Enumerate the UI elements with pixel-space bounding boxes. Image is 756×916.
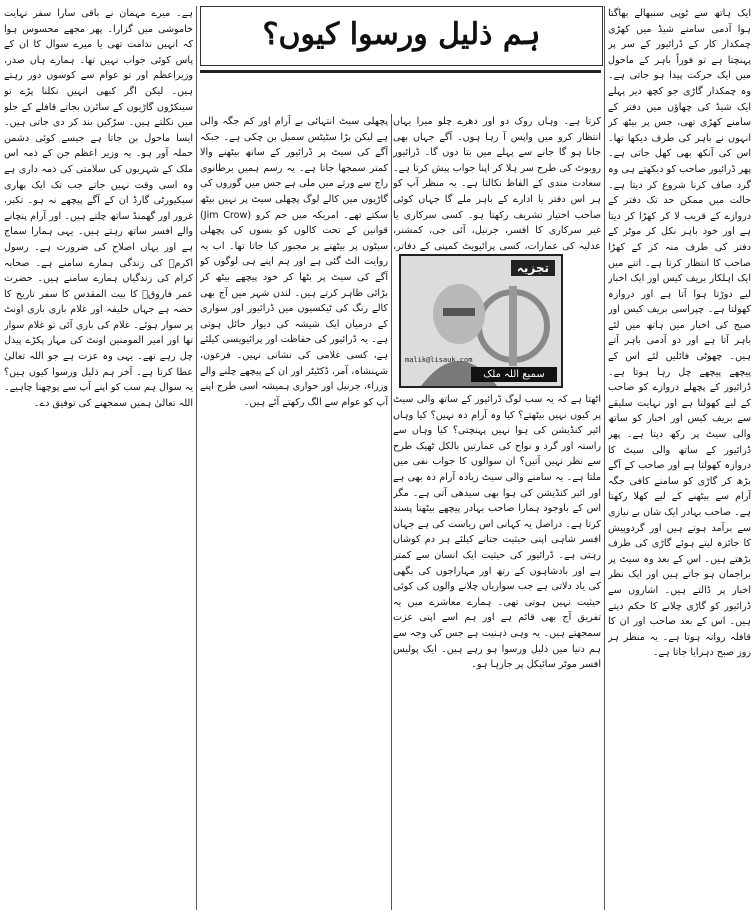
analysis-tag: تجزیہ [511,260,555,276]
column-4-text: ہے۔ میرے مہمان نے باقی سارا سفر نہایت خاموشی میں گزارا۔ پھر مجھے محسوس ہوا کہ انہیں ندامت تھی یا میرے سوال کا ان کے پاس کوئی جواب نہیں تھا۔ ہمارے ہاں صدر، وزیراعظم اور تو عوام سے کوسوں دور رہتے ہیں۔ لیکن اگر کبھی انہیں نکلنا پڑے تو سینکڑوں گاڑیوں کے سائرن بجاتے قافلے کے جلو میں نکلتے ہیں۔ سڑکیں بند کر دی جاتی ہیں۔ ایسا ماحول بن جاتا ہے جیسے کوئی دشمن حملہ آور ہو۔ یہ وزیر اعظم جن کے ذمہ اس ملک کے شہریوں کی سلامتی کی ذمہ داری ہے وہ اسی وقت نہیں جاتے جب تک ایک بھاری سیکیورٹی گارڈ ان کے آگے پیچھے نہ ہو۔ تکبر، غرور اور گھمنڈ ساتھ چلتے ہیں۔ اور آرام پنچانے والے افسر ساتھ رہتے ہیں۔ یہی ہمارا سماج ہے اور یہاں اصلاح کی ضرورت ہے۔ رسول اکرمؐ کی زندگی ہمارے سامنے ہے۔ صحابہ کرام کی زندگیاں ہمارے سامنے ہیں۔ حضرت عمر فاروقؓ کا بیت المقدس کا سفر تاریخ کا حصہ ہے جہاں خلیفہ اور غلام باری باری اونٹ پر سوار ہوئے۔ غلام کی باری آئی تو غلام سوار تھا اور امیر المومنین اونٹ کی مہار پکڑے پیدل چل رہے تھے۔ یہی وہ عزت ہے جو اللہ تعالیٰ عطا کرتا ہے۔ آخر ہم ذلیل ورسوا کیوں ہیں؟ یہ سوال ہم سب کو اپنے آپ سے پوچھنا چاہیے۔ اللہ تعالیٰ ہمیں سمجھنے کی توفیق دے۔ [4,8,193,409]
column-1 [608,6,751,910]
column-4 [4,6,193,910]
headline-rule [200,70,601,73]
column-2-lower-text: اٹھتا ہے کہ یہ سب لوگ ڈرائیور کے ساتھ والی سیٹ پر کیوں نہیں بیٹھتے؟ کیا وہ آرام دہ نہیں؟ کیا وہاں ائیر کنڈیشن کی ہوا نہیں پہنچتی؟ کیا وہاں سے راستہ اور گرد و نواح کی عمارتیں بالکل ٹھیک طرح سے نظر نہیں آتیں؟ ان سوالوں کا جواب نفی میں ملتا ہے۔ یہ سامنے والی سیٹ زیادہ آرام دہ بھی ہے اور ائیر کنڈیشن کی ہوا بھی سیدھی آتی ہے۔ مگر اس کے باوجود ہمارا صاحب بہادر پیچھے بیٹھنا پسند کرتا ہے۔ دراصل یہ کہانی اس ریاست کی ہے جہاں افسر شاہی اپنی حیثیت جتانے کیلئے ہر دم کوشاں رہتی ہے۔ ڈرائیور کی حیثیت ایک انسان سے کمتر ہے اور بادشاہوں کے رتھ اور مہاراجوں کی بگھی کی یاد دلاتی ہے جب سواریاں چلانے والوں کی کوئی حیثیت نہیں ہوتی تھی۔ ہمارے معاشرے میں یہ تفریق آج بھی قائم ہے اور ہم اسے اپنی عزت سمجھتے ہیں۔ یہ وہی ذہنیت ہے جس کی وجہ سے ہم دنیا میں ذلیل ورسوا ہو رہے ہیں۔ ایک پولیس افسر موٹر سائیکل پر جارہا ہو۔ [393,394,601,671]
column-2-lower [393,392,601,910]
column-divider [391,114,392,910]
column-divider [604,6,605,910]
column-2 [393,114,601,252]
article-headline: ہم ذلیل ورسوا کیوں؟ [262,17,541,52]
column-3-text: پچھلی سیٹ انتہائی بے آرام اور کم جگہ والی ہے لیکن بڑا سٹیٹس سمبل بن چکی ہے۔ جبکہ آگے کی سیٹ پر ڈرائیور کے ساتھ بیٹھنے والا کمتر سمجھا جاتا ہے۔ یہ رسم ہمیں برطانوی راج سے ورثے میں ملی ہے جس میں گوروں کی گاڑیوں میں کالے لوگ پچھلی سیٹ پر نہیں بیٹھ سکتے تھے۔ امریکہ میں جم کرو (Jim Crow) قوانین کے تحت کالوں کو بسوں کی پچھلی سیٹوں پر بیٹھنے پر مجبور کیا جاتا تھا۔ اب یہ روایت الٹ گئی ہے اور ہم اپنے ہی لوگوں کو آگے کی سیٹ پر بٹھا کر خود پیچھے بیٹھ کر بڑائی ظاہر کرتے ہیں۔ لندن شہر میں آج بھی کالے رنگ کی ٹیکسیوں میں ڈرائیور اور سواری کے درمیان ایک شیشہ کی دیوار حائل ہوتی ہے۔ یہ ڈرائیور کی حفاظت اور پرائیویسی کیلئے ہے، کسی غلامی کی نشانی نہیں۔ فرعون، شہنشاہ، آمر، ڈکٹیٹر اور ان کے پیچھے چلنے والے وزراء، جرنیل اور حواری ہمیشہ اسی طرح اپنے آپ کو عوام سے الگ رکھتے آئے ہیں۔ [200,116,388,408]
headline-box [200,6,603,66]
author-email: malik@lisauk.com [405,356,473,364]
author-byline: سمیع اللہ ملک [471,367,557,382]
column-3 [200,114,388,910]
column-divider [196,6,197,910]
column-1-text: ایک ہاتھ سے ٹوپی سنبھالے بھاگتا ہوا آدمی سامنے شیڈ میں کھڑی چمکدار کار کے ڈرائیور کے سر پر پہنچتا ہے تو فوراً باہر کے ماحول میں ایک حرکت پیدا ہو جاتی ہے۔ وہ چمکدار گاڑی جو کچھ دیر پہلے ایک شیڈ کی چھاؤں میں دفتر کے سامنے کھڑی تھی، جس پر بیٹھ کر انہوں نے باہر کی طرف دیکھا تھا۔ اس کی آنکھ بھی کھل جاتی ہے۔ پھر ڈرائیور صاحب کو دیکھتے ہی وہ گرد صاف کرنا شروع کر دیتا ہے۔ حالت میں ممکن حد تک دفتر کے دروازے کے قریب لا کر کھڑا کر دیتا ہے اور خود باہر نکل کر موٹر کے دفتر کی طرف منہ کر کے کھڑا صاحب کا انتظار کرتا ہے۔ اتنے میں ایک اہلکار بریف کیس اور ایک اخبار لیے دوڑتا ہوا آتا ہے اور دروازہ کھولتا ہے۔ چپراسی بریف کیس اور صبح کی اخبار میں ہاتھ میں لئے باہر آتا ہے اور دو آدمی باہر آتے ہیں۔ چھوٹی فائلیں لئے اس کے پیچھے پیچھے چل رہا ہوتا ہے۔ ڈرائیور کے پچھلے دروازے کو صاحب کے لیے کھولتا ہے اور نہایت سلیقے سے بریف کیس اور اخبار کو ساتھ والی سیٹ پر رکھ دیتا ہے۔ پھر ڈرائیور کے ساتھ والی سیٹ کا دروازہ کھولتا ہے اور صاحب کے آگے بڑھ کر گاڑی کو سامنے کافی جگہ آرام سے بیٹھنے کے لیے کھلا رکھتا ہے۔ صاحب بہادر ایک شان بے نیازی سے برآمد ہوتے ہیں اور گردوپیش کا جائزہ لیتے ہوئے گاڑی کی طرف بڑھتے ہیں۔ اس کے بعد وہ سیٹ پر براجمان ہو جاتے ہیں اور ایک نظر اخبار پر ڈالتے ہیں۔ اشاروں سے ڈرائیور کو گاڑی چلانے کا حکم دیتے ہیں۔ اس کے بعد صاحب اور ان کا قافلہ روانہ ہوتا ہے۔ یہ منظر ہر روز صبح دہرایا جاتا ہے۔ [608,8,751,659]
column-2-text: کرتا ہے۔ وہاں روک دو اور دھرے چلو میرا یہاں انتظار کرو میں واپس آ رہا ہوں۔ آگے جہاں بھی جانا ہو گا جانے سے پہلے میں بتا دوں گا۔ ڈرائیور روبوٹ کی طرح سر ہلا کر اپنا جواب پیش کرتا ہے۔ سعادت مندی کے الفاظ نکالتا ہے۔ یہ منظر آپ کو ہر اس دفتر یا ادارے کے باہر ملے گا جہاں کوئی صاحب اختیار تشریف رکھتا ہو۔ کسی سرکاری یا غیر سرکاری کا افسر، جرنیل، آئی جی، کمشنر، عدلیہ کی عمارات، کسی پرائیویٹ کمپنی کے دفاتر، [393,116,601,252]
author-photo-box [399,254,563,388]
